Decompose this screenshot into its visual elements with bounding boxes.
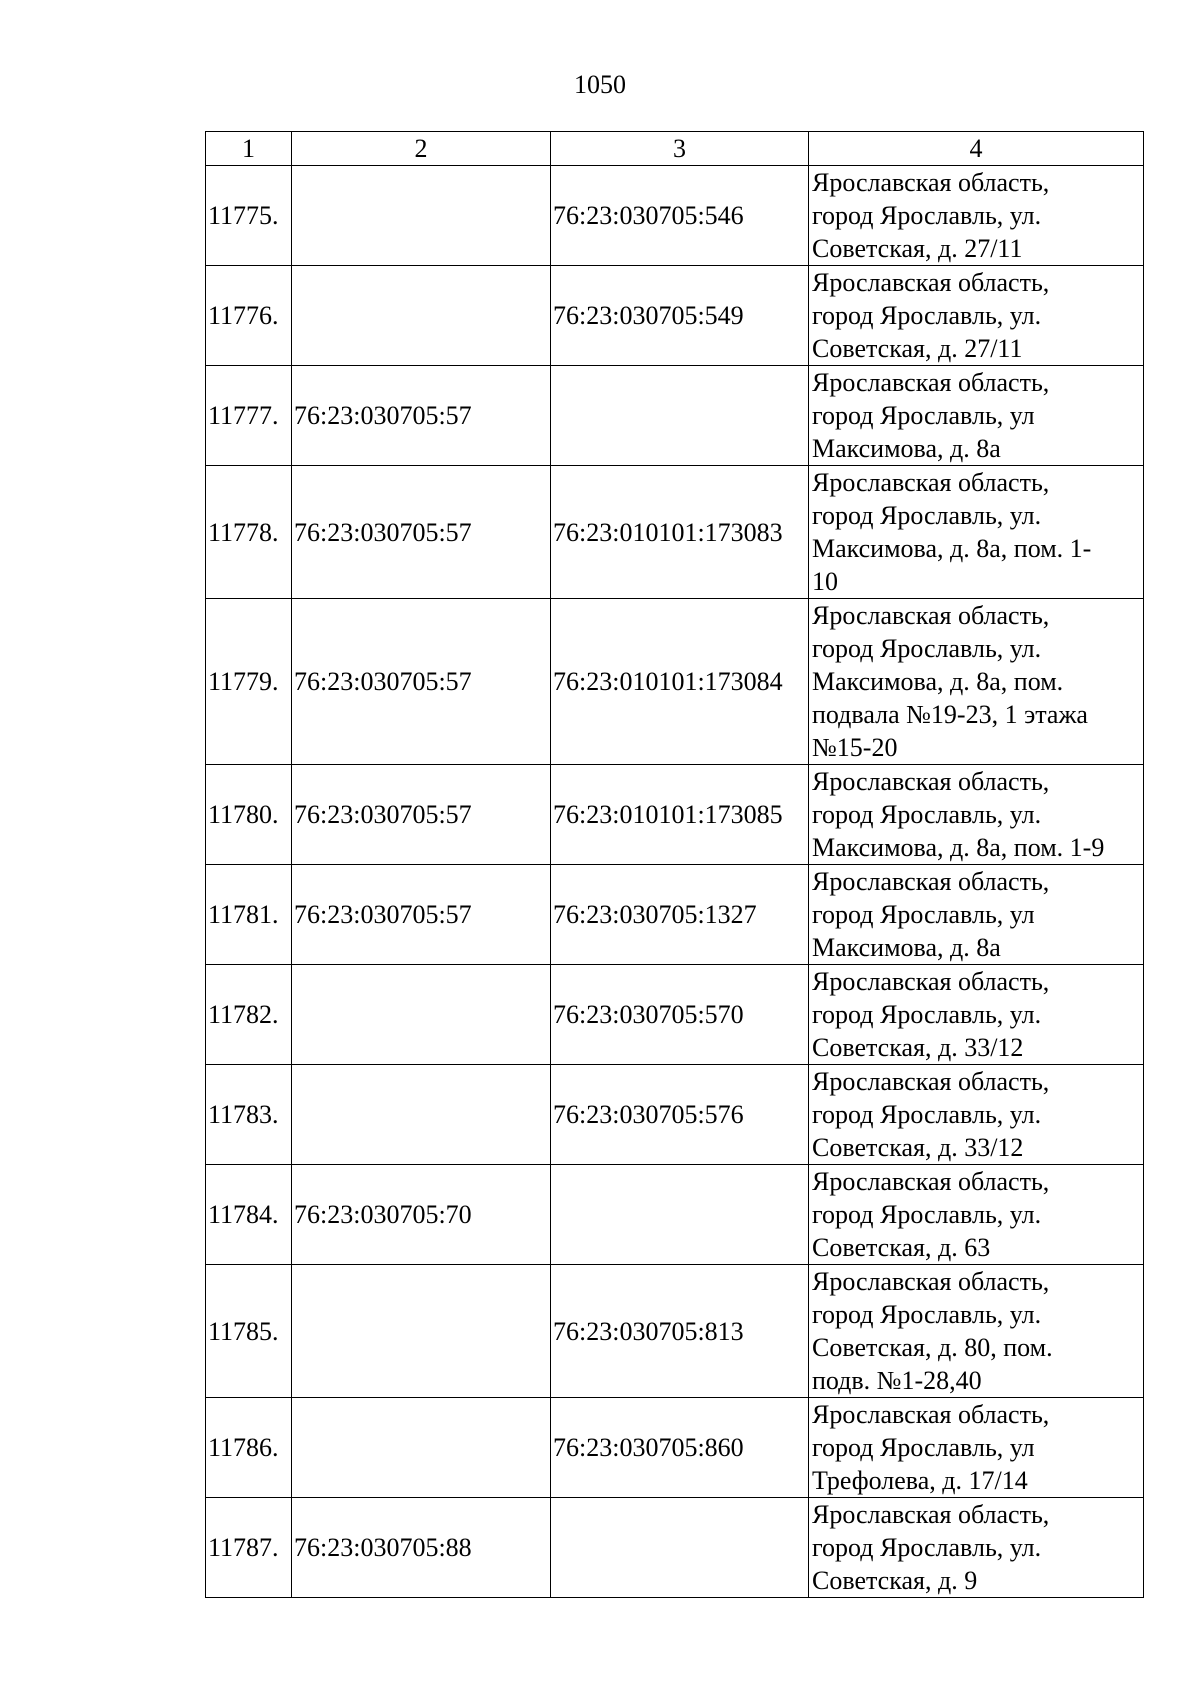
row-number-cell: 11781. xyxy=(206,865,292,965)
address-line: город Ярославль, ул. xyxy=(812,634,1042,663)
object-cadastral-cell: 76:23:010101:173085 xyxy=(551,765,809,865)
header-col-2: 2 xyxy=(292,132,551,166)
address-line: Советская, д. 63 xyxy=(812,1233,991,1262)
page-number: 1050 xyxy=(574,70,626,99)
land-cadastral-cell xyxy=(292,266,551,366)
address-line: подвала №19-23, 1 этажа xyxy=(812,700,1088,729)
address-line: Ярославская область, xyxy=(812,168,1050,197)
address-cell xyxy=(809,599,1144,765)
address-line: Ярославская область, xyxy=(812,967,1050,996)
address-line: Трефолева, д. 17/14 xyxy=(812,1466,1028,1495)
address-line: №15-20 xyxy=(812,733,898,762)
land-cadastral-cell xyxy=(292,1398,551,1498)
address-line: город Ярославль, ул xyxy=(812,401,1035,430)
object-cadastral-cell: 76:23:030705:549 xyxy=(551,266,809,366)
address-line: город Ярославль, ул. xyxy=(812,1533,1042,1562)
land-cadastral-cell xyxy=(292,166,551,266)
row-number-cell: 11782. xyxy=(206,965,292,1065)
table-row xyxy=(206,466,1144,599)
address-line: Советская, д. 27/11 xyxy=(812,234,1023,263)
table-row xyxy=(206,1398,1144,1498)
land-cadastral-cell: 76:23:030705:57 xyxy=(292,366,551,466)
address-line: город Ярославль, ул. xyxy=(812,1300,1042,1329)
land-cadastral-cell: 76:23:030705:57 xyxy=(292,599,551,765)
table-row xyxy=(206,266,1144,366)
address-cell xyxy=(809,1065,1144,1165)
land-cadastral-cell: 76:23:030705:70 xyxy=(292,1165,551,1265)
address-line: Советская, д. 33/12 xyxy=(812,1033,1024,1062)
address-line: город Ярославль, ул xyxy=(812,1433,1035,1462)
address-cell xyxy=(809,366,1144,466)
address-line: Ярославская область, xyxy=(812,1267,1050,1296)
row-number-cell: 11784. xyxy=(206,1165,292,1265)
object-cadastral-cell xyxy=(551,1165,809,1265)
object-cadastral-cell: 76:23:030705:570 xyxy=(551,965,809,1065)
address-line: город Ярославль, ул. xyxy=(812,201,1042,230)
address-cell xyxy=(809,865,1144,965)
object-cadastral-cell xyxy=(551,366,809,466)
address-line: город Ярославль, ул. xyxy=(812,1100,1042,1129)
address-line: Ярославская область, xyxy=(812,601,1050,630)
table-row xyxy=(206,1165,1144,1265)
address-line: Ярославская область, xyxy=(812,867,1050,896)
table-row xyxy=(206,166,1144,266)
row-number-cell: 11786. xyxy=(206,1398,292,1498)
address-line: город Ярославль, ул. xyxy=(812,301,1042,330)
row-number-cell: 11780. xyxy=(206,765,292,865)
address-line: город Ярославль, ул xyxy=(812,900,1035,929)
address-line: Советская, д. 27/11 xyxy=(812,334,1023,363)
table-row xyxy=(206,1065,1144,1165)
land-cadastral-cell xyxy=(292,1265,551,1398)
address-line: Ярославская область, xyxy=(812,1167,1050,1196)
address-line: Ярославская область, xyxy=(812,767,1050,796)
address-line: город Ярославль, ул. xyxy=(812,501,1042,530)
row-number-cell: 11777. xyxy=(206,366,292,466)
table-body xyxy=(206,166,1144,1598)
header-col-4: 4 xyxy=(809,132,1144,166)
table-row xyxy=(206,1498,1144,1598)
address-line: Максимова, д. 8а, пом. 1-9 xyxy=(812,833,1105,862)
address-line: Ярославская область, xyxy=(812,1400,1050,1429)
address-line: Ярославская область, xyxy=(812,1500,1050,1529)
table-row xyxy=(206,599,1144,765)
address-line: 10 xyxy=(812,567,838,596)
header-col-1: 1 xyxy=(206,132,292,166)
address-cell xyxy=(809,1398,1144,1498)
table-row xyxy=(206,865,1144,965)
land-cadastral-cell: 76:23:030705:88 xyxy=(292,1498,551,1598)
object-cadastral-cell: 76:23:030705:860 xyxy=(551,1398,809,1498)
address-line: Ярославская область, xyxy=(812,1067,1050,1096)
table-row xyxy=(206,366,1144,466)
address-line: Максимова, д. 8а, пом. xyxy=(812,667,1064,696)
row-number-cell: 11776. xyxy=(206,266,292,366)
address-cell xyxy=(809,466,1144,599)
address-cell xyxy=(809,965,1144,1065)
row-number-cell: 11778. xyxy=(206,466,292,599)
address-line: город Ярославль, ул. xyxy=(812,1200,1042,1229)
land-cadastral-cell: 76:23:030705:57 xyxy=(292,865,551,965)
table-row xyxy=(206,965,1144,1065)
address-line: город Ярославль, ул. xyxy=(812,1000,1042,1029)
object-cadastral-cell: 76:23:010101:173084 xyxy=(551,599,809,765)
object-cadastral-cell: 76:23:030705:813 xyxy=(551,1265,809,1398)
table-header xyxy=(206,132,1144,166)
land-cadastral-cell xyxy=(292,1065,551,1165)
land-cadastral-cell: 76:23:030705:57 xyxy=(292,466,551,599)
address-cell xyxy=(809,1265,1144,1398)
object-cadastral-cell xyxy=(551,1498,809,1598)
row-number-cell: 11787. xyxy=(206,1498,292,1598)
row-number-cell: 11783. xyxy=(206,1065,292,1165)
address-line: город Ярославль, ул. xyxy=(812,800,1042,829)
address-cell xyxy=(809,1165,1144,1265)
row-number-cell: 11785. xyxy=(206,1265,292,1398)
row-number-cell: 11779. xyxy=(206,599,292,765)
address-line: Ярославская область, xyxy=(812,368,1050,397)
address-line: подв. №1-28,40 xyxy=(812,1366,982,1395)
registry-table xyxy=(205,131,1144,1598)
address-line: Советская, д. 80, пом. xyxy=(812,1333,1053,1362)
object-cadastral-cell: 76:23:030705:576 xyxy=(551,1065,809,1165)
address-line: Максимова, д. 8а, пом. 1- xyxy=(812,534,1092,563)
land-cadastral-cell xyxy=(292,965,551,1065)
address-line: Максимова, д. 8а xyxy=(812,434,1001,463)
header-col-3: 3 xyxy=(551,132,809,166)
land-cadastral-cell: 76:23:030705:57 xyxy=(292,765,551,865)
address-cell xyxy=(809,166,1144,266)
row-number-cell: 11775. xyxy=(206,166,292,266)
object-cadastral-cell: 76:23:010101:173083 xyxy=(551,466,809,599)
address-line: Советская, д. 9 xyxy=(812,1566,978,1595)
table-row xyxy=(206,765,1144,865)
header-row xyxy=(206,132,1144,166)
address-line: Максимова, д. 8а xyxy=(812,933,1001,962)
address-cell xyxy=(809,1498,1144,1598)
object-cadastral-cell: 76:23:030705:546 xyxy=(551,166,809,266)
address-cell xyxy=(809,765,1144,865)
object-cadastral-cell: 76:23:030705:1327 xyxy=(551,865,809,965)
address-line: Советская, д. 33/12 xyxy=(812,1133,1024,1162)
address-line: Ярославская область, xyxy=(812,468,1050,497)
address-cell xyxy=(809,266,1144,366)
table-row xyxy=(206,1265,1144,1398)
address-line: Ярославская область, xyxy=(812,268,1050,297)
